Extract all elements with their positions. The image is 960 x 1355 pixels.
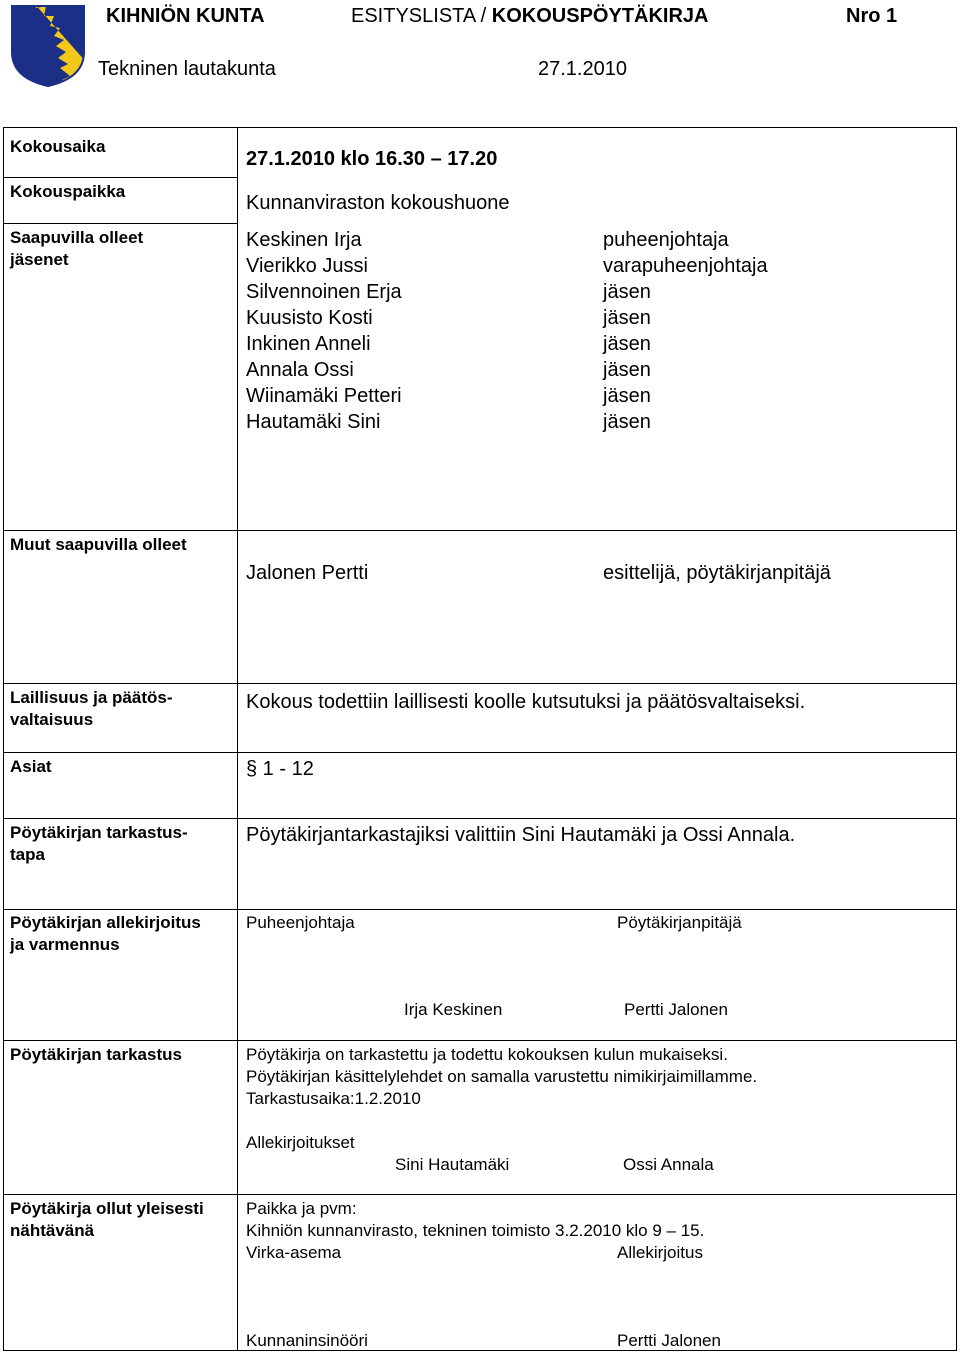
row-divider-attendees — [3, 530, 957, 531]
meeting-place-label: Kokouspaikka — [10, 182, 126, 201]
attendees-label — [10, 227, 143, 271]
reviewer-1: Sini Hautamäki — [395, 1155, 510, 1174]
table-column-divider — [237, 127, 238, 1351]
chair-name: Irja Keskinen — [404, 1000, 503, 1019]
legality-label-line1: Laillisuus ja päätös- — [10, 688, 173, 707]
meeting-time-label: Kokousaika — [10, 137, 106, 156]
items-label: Asiat — [10, 757, 52, 776]
review-signatures-label: Allekirjoitukset — [246, 1133, 355, 1152]
items-value: § 1 - 12 — [246, 758, 314, 780]
document-number: Nro 1 — [846, 5, 898, 27]
attendees-label-line1: Saapuvilla olleet — [10, 228, 144, 247]
public-label — [10, 1198, 204, 1242]
attendee-role: jäsen — [603, 307, 651, 329]
document-type-bold: KOKOUSPÖYTÄKIRJA — [491, 5, 709, 27]
public-place-label: Paikka ja pvm: — [246, 1199, 357, 1218]
row-divider-others — [3, 683, 957, 684]
row-divider-items — [3, 818, 957, 819]
chair-title: Puheenjohtaja — [246, 913, 355, 932]
review-method-text: Pöytäkirjantarkastajiksi valittiin Sini Hautamäki ja Ossi Annala. — [246, 824, 796, 846]
attendee-role: jäsen — [603, 281, 651, 303]
attendee-name: Wiinamäki Petteri — [246, 385, 402, 407]
header-date: 27.1.2010 — [538, 58, 627, 80]
public-position-label: Virka-asema — [246, 1243, 342, 1262]
attendee-names — [246, 227, 402, 435]
attendee-name: Kuusisto Kosti — [246, 307, 373, 329]
public-signature-label: Allekirjoitus — [617, 1243, 703, 1262]
municipal-coat-of-arms — [10, 4, 86, 88]
board-name: Tekninen lautakunta — [98, 58, 276, 80]
others-name: Jalonen Pertti — [246, 562, 369, 584]
document-type — [351, 5, 709, 28]
signature-label — [10, 912, 201, 956]
row-divider-review-method — [3, 909, 957, 910]
secretary-name: Pertti Jalonen — [624, 1000, 728, 1019]
signature-label-line2: ja varmennus — [10, 935, 120, 954]
reviewer-2: Ossi Annala — [623, 1155, 714, 1174]
others-label: Muut saapuvilla olleet — [10, 535, 187, 554]
review-label: Pöytäkirjan tarkastus — [10, 1045, 182, 1064]
table-left-border — [3, 127, 4, 1351]
document-type-prefix: ESITYSLISTA / — [351, 5, 492, 27]
legality-label-line2: valtaisuus — [10, 710, 94, 729]
attendee-roles — [603, 227, 768, 435]
row-divider-time — [3, 177, 238, 178]
review-line: Pöytäkirja on tarkastettu ja todettu kokouksen kulun mukaiseksi. — [246, 1045, 728, 1064]
secretary-title: Pöytäkirjanpitäjä — [617, 913, 742, 932]
attendee-name: Vierikko Jussi — [246, 255, 368, 277]
row-divider-review — [3, 1194, 957, 1195]
attendee-name: Silvennoinen Erja — [246, 281, 402, 303]
row-divider-legality — [3, 752, 957, 753]
attendee-role: jäsen — [603, 333, 651, 355]
attendee-role: jäsen — [603, 359, 651, 381]
review-method-label — [10, 822, 188, 866]
signature-label-line1: Pöytäkirjan allekirjoitus — [10, 913, 201, 932]
table-right-border — [956, 127, 957, 1351]
meeting-time-value: 27.1.2010 klo 16.30 – 17.20 — [246, 148, 498, 170]
legality-label — [10, 687, 173, 731]
attendee-name: Inkinen Anneli — [246, 333, 371, 355]
others-role: esittelijä, pöytäkirjanpitäjä — [603, 562, 831, 584]
organization-name: KIHNIÖN KUNTA — [106, 5, 265, 27]
table-top-border — [3, 127, 957, 128]
attendee-name: Annala Ossi — [246, 359, 354, 381]
public-signer: Pertti Jalonen — [617, 1331, 721, 1350]
review-text — [246, 1044, 757, 1110]
attendee-name: Keskinen Irja — [246, 229, 362, 251]
attendee-role: jäsen — [603, 385, 651, 407]
attendee-role: varapuheenjohtaja — [603, 255, 768, 277]
row-divider-place — [3, 223, 238, 224]
review-method-label-line1: Pöytäkirjan tarkastus- — [10, 823, 188, 842]
attendee-name: Hautamäki Sini — [246, 411, 381, 433]
public-place-value: Kihniön kunnanvirasto, tekninen toimisto 3.2.2010 klo 9 – 15. — [246, 1221, 705, 1240]
review-line: Tarkastusaika:1.2.2010 — [246, 1089, 421, 1108]
row-divider-signature — [3, 1040, 957, 1041]
public-label-line2: nähtävänä — [10, 1221, 95, 1240]
attendee-role: jäsen — [603, 411, 651, 433]
public-label-line1: Pöytäkirja ollut yleisesti — [10, 1199, 204, 1218]
review-method-label-line2: tapa — [10, 845, 45, 864]
table-bottom-border — [3, 1350, 957, 1351]
public-position-value: Kunnaninsinööri — [246, 1331, 368, 1350]
meeting-place-value: Kunnanviraston kokoushuone — [246, 192, 510, 214]
attendees-label-line2: jäsenet — [10, 250, 69, 269]
attendee-role: puheenjohtaja — [603, 229, 729, 251]
review-line: Pöytäkirjan käsittelylehdet on samalla varustettu nimikirjaimillamme. — [246, 1067, 758, 1086]
legality-text: Kokous todettiin laillisesti koolle kutsutuksi ja päätösvaltaiseksi. — [246, 691, 806, 713]
